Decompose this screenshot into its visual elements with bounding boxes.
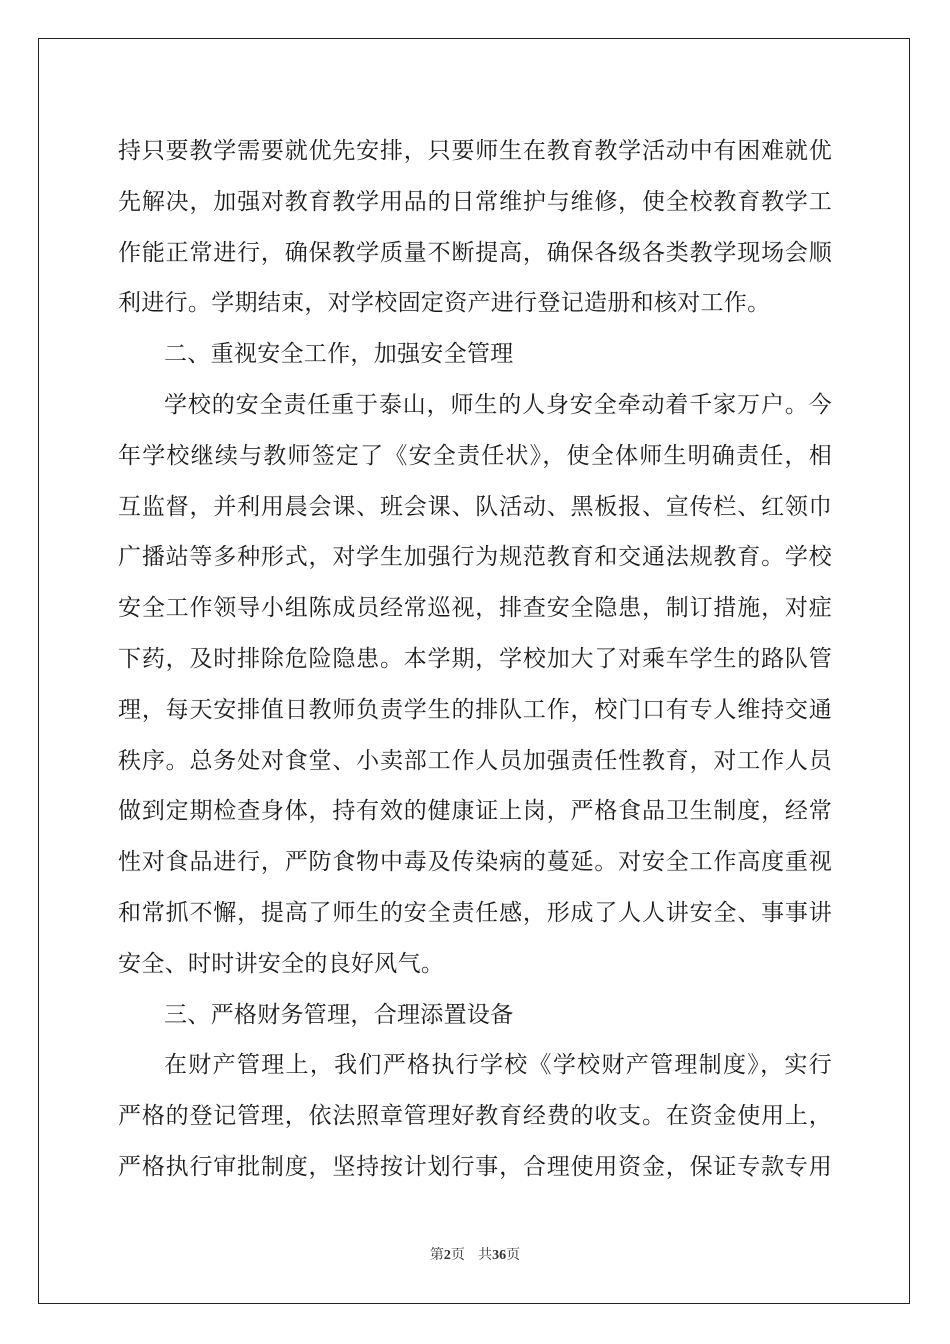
text-line: 做到定期检查身体，持有效的健康证上岗，严格食品卫生制度，经常: [118, 798, 832, 825]
text-line: 下药，及时排除危险隐患。本学期，学校加大了对乘车学生的路队管: [118, 645, 832, 672]
text-line: 严格的登记管理，依法照章管理好教育经费的收支。在资金使用上，: [118, 1103, 832, 1130]
text-line: 作能正常进行，确保教学质量不断提高，确保各级各类教学现场会顺: [118, 239, 832, 266]
text-line: 互监督，并利用晨会课、班会课、队活动、黑板报、宣传栏、红领巾: [118, 493, 832, 520]
text-line: 广播站等多种形式，对学生加强行为规范教育和交通法规教育。学校: [118, 544, 832, 571]
text-line: 安全、时时讲安全的良好风气。: [118, 950, 445, 977]
total-prefix: 共: [478, 1247, 493, 1263]
total-suffix: 页: [506, 1247, 521, 1263]
text-line: 在财产管理上，我们严格执行学校《学校财产管理制度》，实行: [164, 1052, 832, 1079]
text-line: 严格执行审批制度，坚持按计划行事，合理使用资金，保证专款专用: [118, 1153, 832, 1180]
text-line: 二、重视安全工作，加强安全管理: [164, 341, 514, 368]
text-line: 学校的安全责任重于泰山，师生的人身安全牵动着千家万户。今: [164, 391, 832, 418]
page-number: 2: [443, 1248, 451, 1263]
text-line: 性对食品进行，严防食物中毒及传染病的蔓延。对安全工作高度重视: [118, 849, 832, 876]
document-body: [118, 126, 832, 1193]
text-line: 安全工作领导小组陈成员经常巡视，排查安全隐患，制订措施，对症: [118, 595, 832, 622]
text-line: 秩序。总务处对食堂、小卖部工作人员加强责任性教育，对工作人员: [118, 747, 832, 774]
page-suffix: 页: [450, 1247, 465, 1263]
text-line: 理，每天安排值日教师负责学生的排队工作，校门口有专人维持交通: [118, 696, 832, 723]
text-line: 持只要教学需要就优先安排，只要师生在教育教学活动中有困难就优: [118, 138, 832, 164]
text-line: 和常抓不懈，提高了师生的安全责任感，形成了人人讲安全、事事讲: [118, 899, 832, 926]
text-line: 年学校继续与教师签定了《安全责任状》，使全体师生明确责任，相: [118, 442, 832, 469]
text-line: 先解决，加强对教育教学用品的日常维护与维修，使全校教育教学工: [118, 188, 832, 215]
total-pages: 36: [492, 1248, 507, 1263]
page-prefix: 第: [429, 1247, 444, 1263]
text-line: 三、严格财务管理，合理添置设备: [164, 1001, 514, 1028]
text-line: 利进行。学期结束，对学校固定资产进行登记造册和核对工作。: [118, 290, 771, 317]
page-footer: [0, 1244, 950, 1264]
